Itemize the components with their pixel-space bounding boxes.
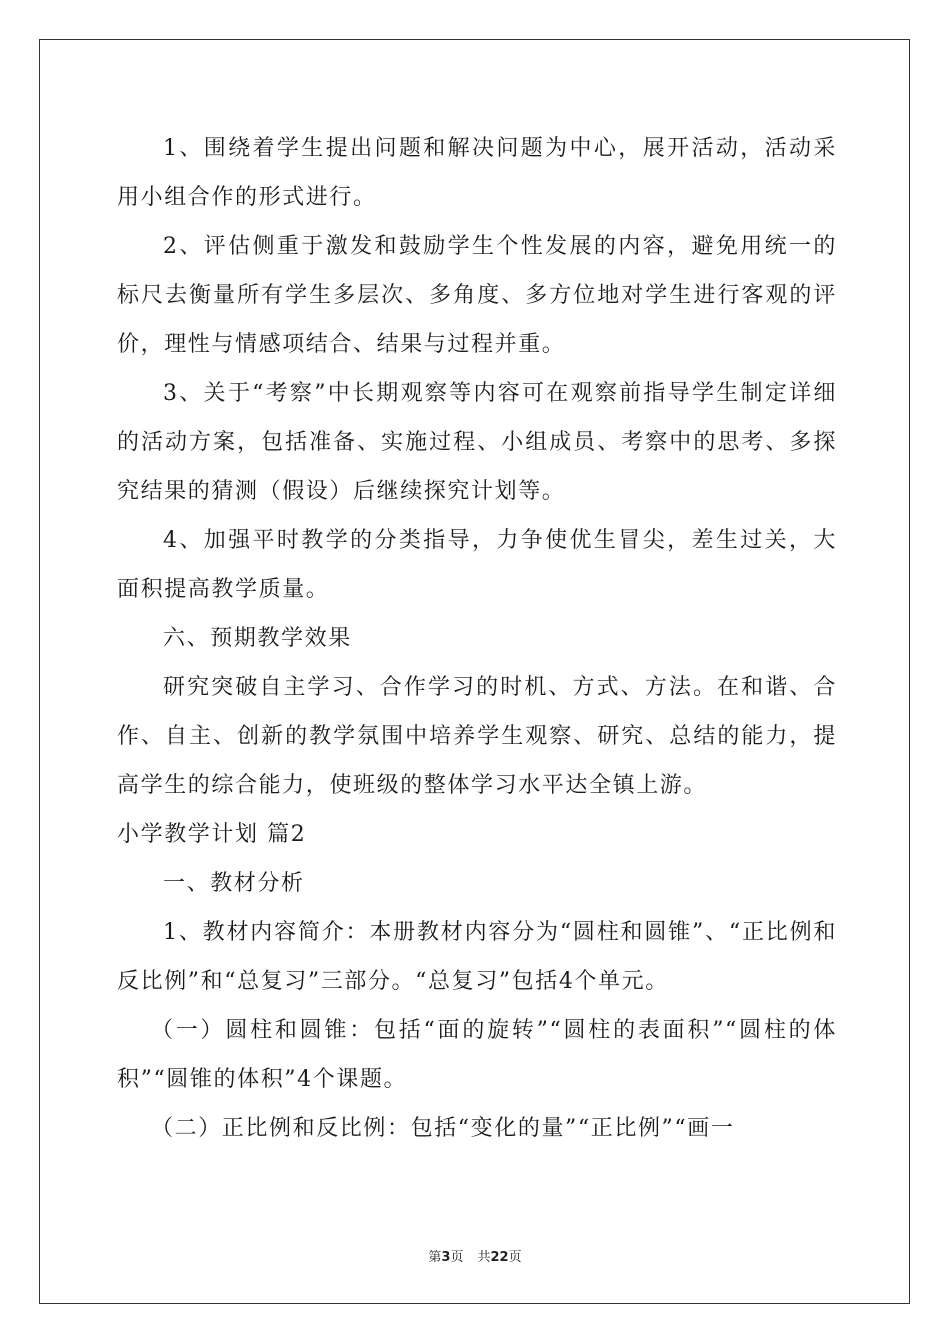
paragraph: （二）正比例和反比例：包括“变化的量”“正比例”“画一 [151,1116,735,1141]
paragraph: （一）圆柱和圆锥：包括“面的旋转”“圆柱的表面积”“圆柱的体积”“圆锥的体积”4个课题。 [117,1018,837,1092]
footer-total-prefix: 共 [477,1250,491,1265]
paragraph: 1、围绕着学生提出问题和解决问题为中心，展开活动，活动采用小组合作的形式进行。 [117,136,837,210]
paragraph: 2、评估侧重于激发和鼓励学生个性发展的内容，避免用统一的标尺去衡量所有学生多层次、多角度、多方位地对学生进行客观的评价，理性与情感项结合、结果与过程并重。 [117,234,837,357]
total-pages-number: 22 [490,1250,509,1265]
paragraph: 研究突破自主学习、合作学习的时机、方式、方法。在和谐、合作、自主、创新的教学氛围中培养学生观察、研究、总结的能力，提高学生的综合能力，使班级的整体学习水平达全镇上游。 [117,675,837,798]
paragraph: 1、教材内容简介：本册教材内容分为“圆柱和圆锥”、“正比例和反比例”和“总复习”三部分。“总复习”包括4个单元。 [117,920,837,994]
section-heading: 六、预期教学效果 [163,626,352,651]
page-footer [0,1246,950,1265]
footer-page-word: 页 [450,1250,464,1265]
paragraph: 4、加强平时教学的分类指导，力争使优生冒尖，差生过关，大面积提高教学质量。 [117,528,837,602]
current-page-number: 3 [441,1250,451,1265]
document-body [117,124,837,1153]
paragraph: 3、关于“考察”中长期观察等内容可在观察前指导学生制定详细的活动方案，包括准备、实施过程、小组成员、考察中的思考、多探究结果的猜测（假设）后继续探究计划等。 [117,381,837,504]
footer-prefix: 第 [428,1250,442,1265]
document-title: 小学教学计划 篇2 [117,822,307,847]
section-heading: 一、教材分析 [163,871,305,896]
footer-total-suffix: 页 [508,1250,522,1265]
